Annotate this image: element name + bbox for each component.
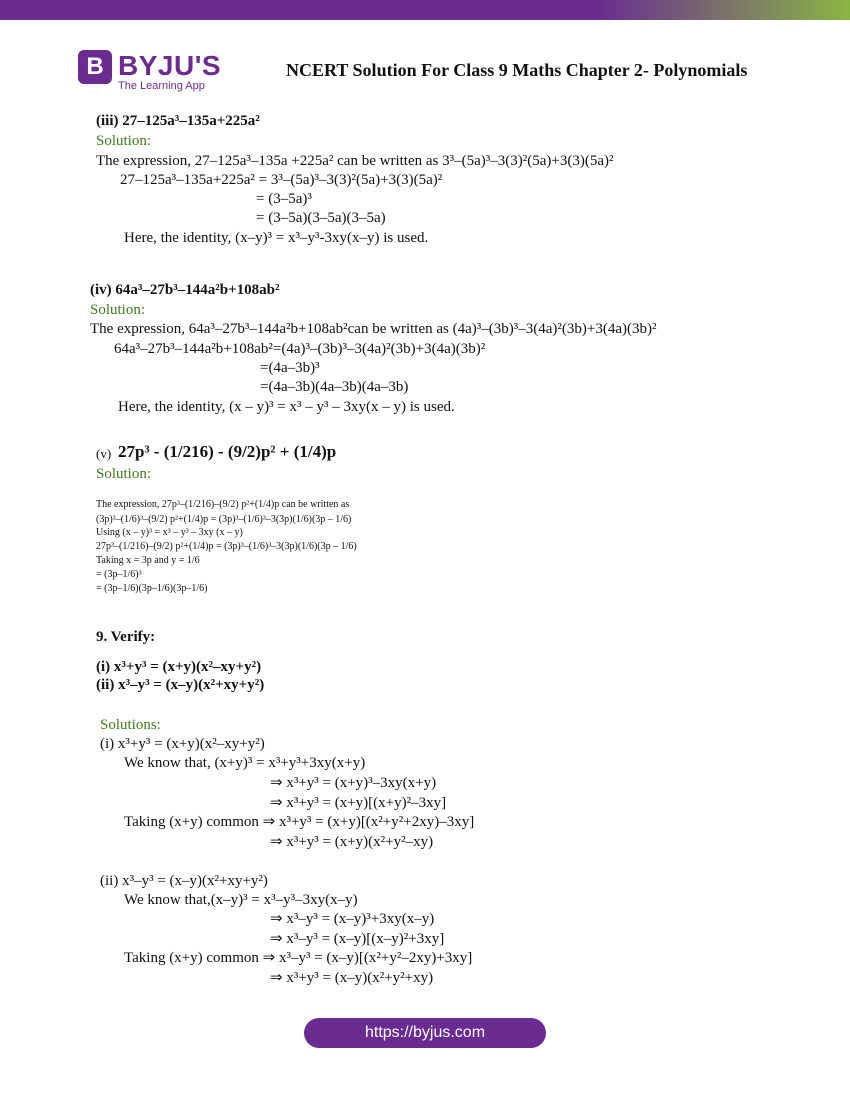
q5-line: 27p³–(1/216)–(9/2) p²+(1/4)p = (3p)³–(1/6)³–3(3p)(1/6)(3p – 1/6) — [96, 541, 357, 552]
q9-ii-line: ⇒ x³–y³ = (x–y)³+3xy(x–y) — [270, 911, 435, 927]
q9-i-line: ⇒ x³+y³ = (x+y)³–3xy(x+y) — [270, 775, 437, 791]
logo-mark: B — [78, 50, 112, 84]
q3-line1: The expression, 27–125a³–135a +225a² can be written as 3³–(5a)³–3(3)²(5a)+3(3)(5a)² — [96, 153, 614, 169]
q3-line5: Here, the identity, (x–y)³ = x³–y³-3xy(x–y) is used. — [124, 230, 429, 246]
q9-heading: 9. Verify: — [96, 629, 156, 645]
q3-heading: (iii) 27–125a³–135a+225a² — [96, 113, 260, 129]
q4-line2: 64a³–27b³–144a²b+108ab²=(4a)³–(3b)³–3(4a)²(3b)+3(4a)(3b)² — [114, 341, 486, 357]
q5-heading: 27p³ - (1/216) - (9/2)p² + (1/4)p — [118, 442, 337, 461]
q5-line: Taking x = 3p and y = 1/6 — [96, 555, 200, 566]
q5-line: (3p)³–(1/6)³–(9/2) p²+(1/4)p = (3p)³–(1/6)³–3(3p)(1/6)(3p – 1/6) — [96, 514, 352, 525]
logo-name: BYJU'S — [118, 50, 222, 81]
q3-solution-label: Solution: — [96, 133, 152, 149]
q9-i-line: Taking (x+y) common ⇒ x³+y³ = (x+y)[(x²+y²+2xy)–3xy] — [124, 814, 475, 830]
q9-solutions-label: Solutions: — [100, 717, 161, 733]
q9-ii-line: We know that,(x–y)³ = x³–y³–3xy(x–y) — [124, 892, 358, 908]
byjus-logo — [78, 50, 223, 95]
q3-line2: 27–125a³–135a+225a² = 3³–(5a)³–3(3)²(5a)+3(3)(5a)² — [120, 172, 443, 188]
q9-i-line: ⇒ x³+y³ = (x+y)(x²+y²–xy) — [270, 834, 434, 850]
q9-part1: (i) x³+y³ = (x+y)(x²–xy+y²) — [96, 659, 262, 675]
q3-line3: = (3–5a)³ — [256, 191, 312, 207]
q5-line: = (3p–1/6)³ — [96, 569, 142, 580]
q3-line4: = (3–5a)(3–5a)(3–5a) — [256, 210, 386, 226]
q5-solution-label: Solution: — [96, 466, 152, 482]
q4-line1: The expression, 64a³–27b³–144a²b+108ab²can be written as (4a)³–(3b)³–3(4a)²(3b)+3(4a)(3b)² — [90, 321, 657, 337]
q4-solution-label: Solution: — [90, 302, 146, 318]
q5-line: The expression, 27p³–(1/216)–(9/2) p²+(1/4)p can be written as — [96, 499, 350, 510]
top-color-bar — [0, 0, 850, 20]
q9-i-line: (i) x³+y³ = (x+y)(x²–xy+y²) — [100, 736, 265, 752]
page-title: NCERT Solution For Class 9 Maths Chapter 2- Polynomials — [286, 60, 748, 80]
q4-line3: =(4a–3b)³ — [260, 360, 320, 376]
logo-tagline: The Learning App — [118, 80, 205, 92]
q9-i-line: ⇒ x³+y³ = (x+y)[(x+y)²–3xy] — [270, 795, 447, 811]
q9-i-line: We know that, (x+y)³ = x³+y³+3xy(x+y) — [124, 755, 366, 771]
q9-ii-line: (ii) x³–y³ = (x–y)(x²+xy+y²) — [100, 873, 268, 889]
q4-line5: Here, the identity, (x – y)³ = x³ – y³ – 3xy(x – y) is used. — [118, 399, 455, 415]
q9-ii-line: ⇒ x³–y³ = (x–y)[(x–y)²+3xy] — [270, 931, 445, 947]
q5-line: = (3p–1/6)(3p–1/6)(3p–1/6) — [96, 583, 208, 594]
q4-heading: (iv) 64a³–27b³–144a²b+108ab² — [90, 282, 280, 298]
q9-part2: (ii) x³–y³ = (x–y)(x²+xy+y²) — [96, 677, 265, 693]
q5-line: Using (x – y)³ = x³ – y³ – 3xy (x – y) — [96, 527, 243, 538]
q9-ii-line: ⇒ x³+y³ = (x–y)(x²+y²+xy) — [270, 970, 434, 986]
footer-url[interactable]: https://byjus.com — [304, 1018, 546, 1048]
q9-ii-line: Taking (x+y) common ⇒ x³–y³ = (x–y)[(x²+y²–2xy)+3xy] — [124, 950, 473, 966]
q4-line4: =(4a–3b)(4a–3b)(4a–3b) — [260, 379, 409, 395]
q5-label: (v) — [96, 446, 112, 461]
